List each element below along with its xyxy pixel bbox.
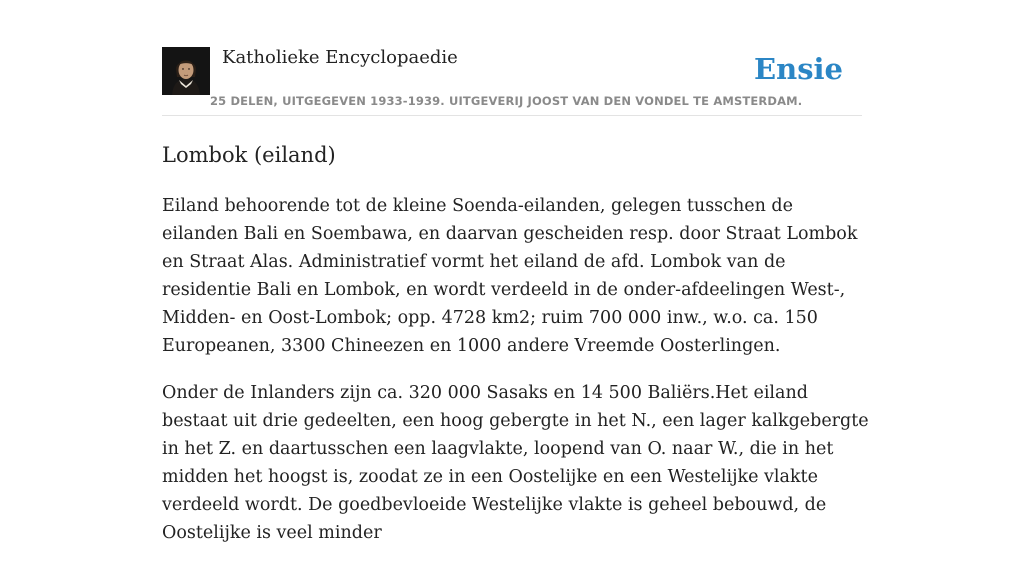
source-avatar[interactable] [162,47,210,95]
source-header [162,46,862,116]
article-body [162,192,872,566]
brand-logo[interactable]: Ensie [754,52,843,86]
article-title: Lombok (eiland) [162,143,336,167]
article-paragraph: Onder de Inlanders zijn ca. 320 000 Sasaks en 14 500 Baliërs.Het eiland bestaat uit drie gedeelten, een hoog gebergte in het N., een lager kalkgebergte in het Z. en daartusschen een laagvlakte, loopend van O. naar W., die in het midden het hoogst is, zoodat ze in een Oostelijke en een Westelijke vlakte verdeeld wordt. De goedbevloeide Westelijke vlakte is geheel bebouwd, de Oostelijke is veel minder [162,383,869,543]
source-title[interactable]: Katholieke Encyclopaedie [222,47,458,68]
source-subtitle: 25 DELEN, UITGEGEVEN 1933-1939. UITGEVERIJ JOOST VAN DEN VONDEL TE AMSTERDAM. [210,94,803,108]
article-paragraph: Eiland behoorende tot de kleine Soenda-eilanden, gelegen tusschen de eilanden Bali en Soembawa, en daarvan gescheiden resp. door Straat Lombok en Straat Alas. Administratief vormt het eiland de afd. Lombok van de residentie Bali en Lombok, en wordt verdeeld in de onder-afdeelingen West-, Midden- en Oost-Lombok; opp. 4728 km2; ruim 700 000 inw., w.o. ca. 150 Europeanen, 3300 Chineezen en 1000 andere Vreemde Oosterlingen. [162,196,858,356]
portrait-icon [162,47,210,95]
